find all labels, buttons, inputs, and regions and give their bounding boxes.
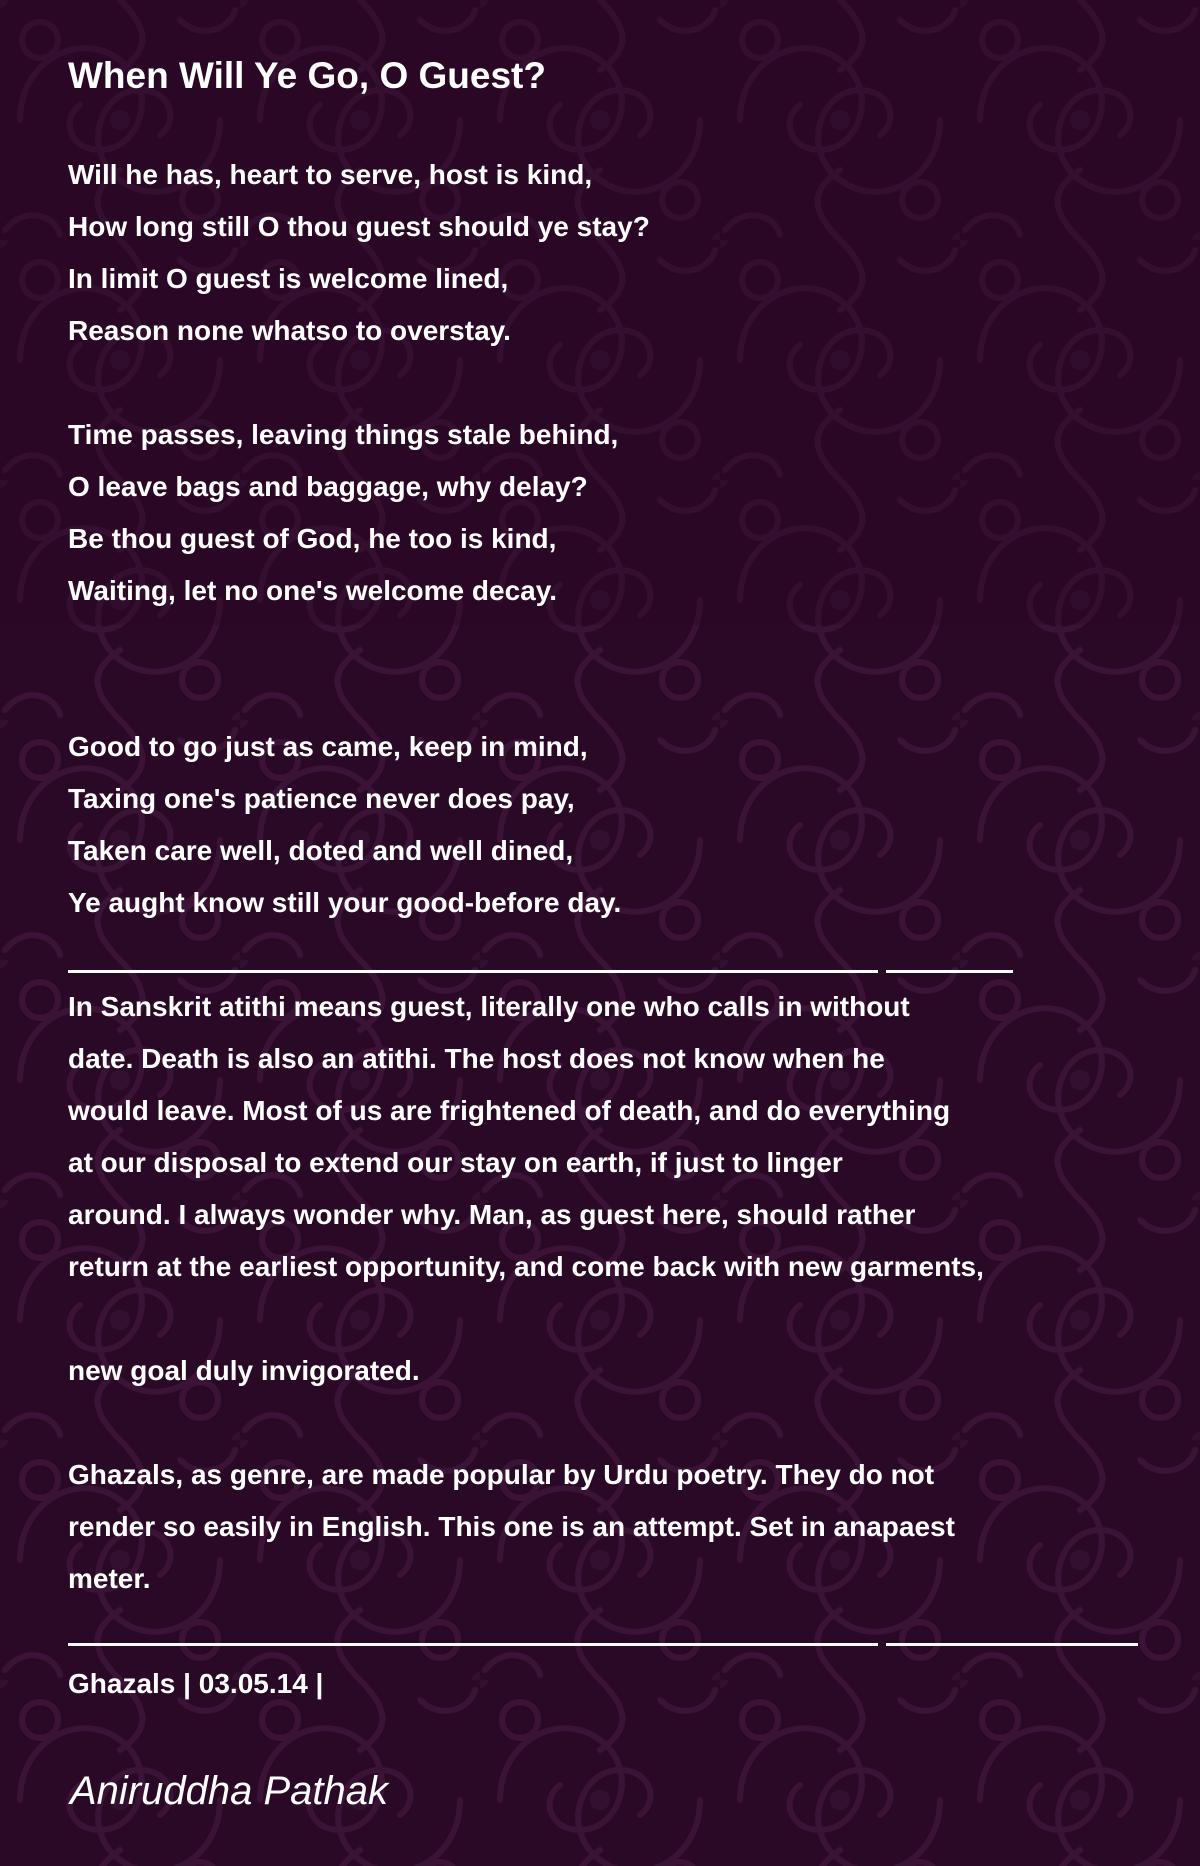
note-line: In Sanskrit atithi means guest, literally one who calls in without [68,991,910,1022]
note-line: at our disposal to extend our stay on earth, if just to linger [68,1147,843,1178]
note-line: return at the earliest opportunity, and come back with new garments, [68,1251,984,1282]
poem-line: Will he has, heart to serve, host is kind, [68,159,593,190]
note-line: would leave. Most of us are frightened of death, and do everything [68,1095,951,1126]
note-line: new goal duly invigorated. [68,1355,420,1386]
divider-rule [886,1643,1138,1646]
author-name: Aniruddha Pathak [70,1769,389,1813]
poem-line: In limit O guest is welcome lined, [68,263,509,294]
poem-footer: Ghazals | 03.05.14 | [68,1668,324,1699]
poem-line: How long still O thou guest should ye stay? [68,211,650,242]
note-line: meter. [68,1563,151,1594]
poem-line: Time passes, leaving things stale behind, [68,419,619,450]
poem-line: Good to go just as came, keep in mind, [68,731,588,762]
poem-line: O leave bags and baggage, why delay? [68,471,588,502]
poem-line: Be thou guest of God, he too is kind, [68,523,557,554]
divider-rule [68,1643,878,1646]
poem-title: When Will Ye Go, O Guest? [68,55,546,96]
poem-line: Reason none whatso to overstay. [68,315,511,346]
poem-line: Taxing one's patience never does pay, [68,783,575,814]
poem-line: Taken care well, doted and well dined, [68,835,574,866]
poem-line: Ye aught know still your good-before day. [68,887,622,918]
divider-rule [68,970,878,973]
note-line: date. Death is also an atithi. The host does not know when he [68,1043,885,1074]
note-line: around. I always wonder why. Man, as guest here, should rather [68,1199,916,1230]
divider-rule [886,970,1013,973]
note-line: Ghazals, as genre, are made popular by Urdu poetry. They do not [68,1459,935,1490]
poem-line: Waiting, let no one's welcome decay. [68,575,557,606]
note-line: render so easily in English. This one is an attempt. Set in anapaest [68,1511,955,1542]
